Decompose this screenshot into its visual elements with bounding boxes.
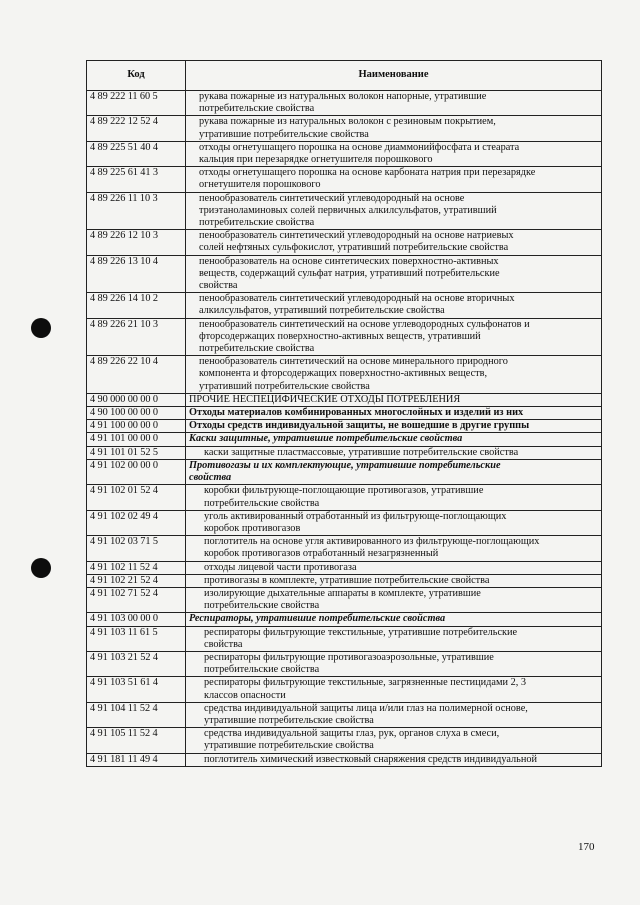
waste-name [186, 356, 602, 394]
binder-hole-top [31, 318, 51, 338]
table-row [87, 561, 602, 574]
waste-name-line: респираторы фильтрующие текстильные, загрязненные пестицидами 2, 3 [204, 677, 527, 689]
waste-name-line: солей нефтяных сульфокислот, утративший потребительские свойства [199, 242, 509, 254]
waste-name-line: утратившие потребительские свойства [204, 714, 374, 726]
waste-name-line: веществ, содержащий сульфат натрия, утративший потребительские [199, 267, 500, 279]
column-header-code: Код [87, 61, 186, 91]
waste-name-line: алкилсульфатов, утративший потребительские свойства [199, 305, 445, 317]
table-row [87, 167, 602, 192]
table-row [87, 116, 602, 141]
waste-code: 4 89 226 22 10 4 [87, 356, 186, 394]
waste-name [186, 116, 602, 141]
waste-name-line: огнетушителя порошкового [199, 179, 321, 191]
waste-code: 4 91 103 21 52 4 [87, 651, 186, 676]
waste-name [186, 536, 602, 561]
table-row [87, 141, 602, 166]
waste-name-line: респираторы фильтрующие текстильные, утратившие потребительские [204, 626, 518, 638]
waste-name-line: изолирующие дыхательные аппараты в комплекте, утратившие [204, 587, 481, 599]
waste-name-line: уголь активированный отработанный из фильтрующе-поглощающих [204, 510, 507, 522]
waste-code: 4 91 103 11 61 5 [87, 626, 186, 651]
table-row [87, 536, 602, 561]
waste-name-line: пенообразователь синтетический на основе углеводородных сульфонатов и [199, 318, 530, 330]
waste-name-line: фторсодержащих поверхностно-активных веществ, утративший [199, 330, 481, 342]
waste-name-line: респираторы фильтрующие противогазоаэрозольные, утратившие [204, 651, 494, 663]
table-row [87, 510, 602, 535]
waste-name [186, 393, 602, 406]
waste-code: 4 91 102 00 00 0 [87, 459, 186, 484]
waste-name-line: утратившие потребительские свойства [204, 740, 374, 752]
waste-name-line: отходы огнетушащего порошка на основе карбоната натрия при перезарядке [199, 167, 536, 179]
waste-name-line: пенообразователь на основе синтетических поверхностно-активных [199, 255, 499, 267]
waste-name [186, 141, 602, 166]
table-row [87, 613, 602, 626]
waste-name [186, 651, 602, 676]
page-number: 170 [578, 841, 595, 853]
waste-name-line: рукава пожарные из натуральных волокон с резиновым покрытием, [199, 116, 496, 128]
table-row [87, 753, 602, 766]
waste-registry-table [86, 60, 602, 767]
waste-code: 4 89 226 12 10 3 [87, 230, 186, 255]
waste-code: 4 89 226 11 10 3 [87, 192, 186, 230]
waste-name-line: средства индивидуальной защиты лица и/или глаз на полимерной основе, [204, 702, 528, 714]
waste-name [186, 91, 602, 116]
waste-name-line: потребительские свойства [204, 600, 320, 612]
waste-name [186, 192, 602, 230]
table-row [87, 626, 602, 651]
waste-name [186, 167, 602, 192]
waste-name [186, 293, 602, 318]
waste-name-line: поглотитель на основе угля активированного из фильтрующе-поглощающих [204, 536, 540, 548]
waste-code: 4 89 226 13 10 4 [87, 255, 186, 293]
waste-name-line: Респираторы, утратившие потребительские свойства [189, 613, 446, 625]
table-row [87, 91, 602, 116]
table-row [87, 192, 602, 230]
waste-name-line: Отходы материалов комбинированных многослойных и изделий из них [189, 407, 524, 419]
table-row [87, 728, 602, 753]
waste-name-line: коробок противогазов [204, 522, 301, 534]
waste-name-line: средства индивидуальной защиты глаз, рук, органов слуха в смеси, [204, 728, 500, 740]
waste-name-line: потребительские свойства [204, 664, 320, 676]
waste-name-line: триэтаноламиновых солей первичных алкилсульфатов, утративший [199, 204, 497, 216]
waste-name [186, 420, 602, 433]
table-row [87, 485, 602, 510]
table-row [87, 433, 602, 446]
waste-name [186, 728, 602, 753]
waste-name-line: утративший потребительские свойства [199, 380, 370, 392]
waste-name-line: коробки фильтрующе-поглощающие противогазов, утратившие [204, 485, 484, 497]
waste-name-line: отходы огнетушащего порошка на основе диаммонийфосфата и стеарата [199, 141, 520, 153]
waste-name-line: пенообразователь синтетический углеводородный на основе [199, 192, 465, 204]
waste-name [186, 407, 602, 420]
waste-name-line: коробок противогазов отработанный незагрязненный [204, 548, 439, 560]
table-row [87, 574, 602, 587]
waste-code: 4 91 101 00 00 0 [87, 433, 186, 446]
waste-name-line: кальция при перезарядке огнетушителя порошкового [199, 154, 433, 166]
waste-name-line: классов опасности [204, 689, 286, 701]
waste-name-line: каски защитные пластмассовые, утратившие потребительские свойства [204, 446, 519, 458]
table-row [87, 459, 602, 484]
waste-name [186, 613, 602, 626]
waste-name-line: противогазы в комплекте, утратившие потребительские свойства [204, 574, 490, 586]
waste-code: 4 91 102 01 52 4 [87, 485, 186, 510]
waste-name-line: ПРОЧИЕ НЕСПЕЦИФИЧЕСКИЕ ОТХОДЫ ПОТРЕБЛЕНИЯ [189, 393, 461, 405]
table-row [87, 677, 602, 702]
waste-name [186, 626, 602, 651]
waste-name-line: Каски защитные, утратившие потребительские свойства [189, 433, 463, 445]
waste-name-line: свойства [204, 638, 243, 650]
waste-name [186, 587, 602, 612]
waste-name-line: пенообразователь синтетический на основе минерального природного [199, 356, 508, 368]
waste-name [186, 702, 602, 727]
waste-name [186, 230, 602, 255]
waste-name [186, 446, 602, 459]
waste-code: 4 91 103 51 61 4 [87, 677, 186, 702]
waste-name-line: потребительские свойства [199, 343, 315, 355]
waste-code: 4 89 226 21 10 3 [87, 318, 186, 356]
waste-name [186, 255, 602, 293]
waste-name [186, 485, 602, 510]
table-row [87, 407, 602, 420]
waste-code: 4 91 102 02 49 4 [87, 510, 186, 535]
waste-name-line: потребительские свойства [199, 217, 315, 229]
waste-name-line: потребительские свойства [199, 103, 315, 115]
waste-code: 4 91 103 00 00 0 [87, 613, 186, 626]
waste-name-line: свойства [199, 280, 238, 292]
waste-code: 4 91 181 11 49 4 [87, 753, 186, 766]
waste-code: 4 89 225 61 41 3 [87, 167, 186, 192]
waste-name [186, 433, 602, 446]
binder-hole-bottom [31, 558, 51, 578]
table-row [87, 293, 602, 318]
table-row [87, 230, 602, 255]
table-header-row [87, 61, 602, 91]
waste-name [186, 677, 602, 702]
waste-code: 4 91 101 01 52 5 [87, 446, 186, 459]
waste-code: 4 90 000 00 00 0 [87, 393, 186, 406]
waste-name-line: пенообразователь синтетический углеводородный на основе вторичных [199, 293, 515, 305]
waste-name-line: поглотитель химический известковый снаряжения средств индивидуальной [204, 753, 537, 765]
column-header-name: Наименование [186, 61, 602, 91]
waste-name-line: утратившие потребительские свойства [199, 128, 369, 140]
waste-code: 4 91 104 11 52 4 [87, 702, 186, 727]
waste-code: 4 89 225 51 40 4 [87, 141, 186, 166]
table-row [87, 420, 602, 433]
table-row [87, 318, 602, 356]
waste-name-line: Противогазы и их комплектующие, утратившие потребительские [189, 459, 501, 471]
waste-code: 4 91 105 11 52 4 [87, 728, 186, 753]
waste-name [186, 574, 602, 587]
waste-code: 4 90 100 00 00 0 [87, 407, 186, 420]
waste-name-line: Отходы средств индивидуальной защиты, не вошедшие в другие группы [189, 420, 530, 432]
table-row [87, 651, 602, 676]
waste-name-line: потребительские свойства [204, 497, 320, 509]
table-row [87, 702, 602, 727]
waste-code: 4 91 102 21 52 4 [87, 574, 186, 587]
waste-name-line: свойства [189, 472, 232, 484]
waste-code: 4 91 102 03 71 5 [87, 536, 186, 561]
waste-code: 4 89 226 14 10 2 [87, 293, 186, 318]
waste-name [186, 459, 602, 484]
waste-name [186, 561, 602, 574]
waste-name-line: пенообразователь синтетический углеводородный на основе натриевых [199, 230, 514, 242]
waste-name-line: рукава пожарные из натуральных волокон напорные, утратившие [199, 91, 487, 102]
table-row [87, 393, 602, 406]
waste-code: 4 89 222 12 52 4 [87, 116, 186, 141]
waste-name-line: компонента и фторсодержащих поверхностно-активных веществ, [199, 368, 488, 380]
waste-name-line: отходы лицевой части противогаза [204, 561, 357, 573]
table-row [87, 587, 602, 612]
waste-code: 4 91 102 71 52 4 [87, 587, 186, 612]
table-row [87, 356, 602, 394]
table-row [87, 446, 602, 459]
waste-code: 4 91 102 11 52 4 [87, 561, 186, 574]
waste-code: 4 91 100 00 00 0 [87, 420, 186, 433]
waste-code: 4 89 222 11 60 5 [87, 91, 186, 116]
waste-name [186, 753, 602, 766]
waste-name [186, 318, 602, 356]
table-row [87, 255, 602, 293]
table-body [87, 91, 602, 767]
waste-name [186, 510, 602, 535]
